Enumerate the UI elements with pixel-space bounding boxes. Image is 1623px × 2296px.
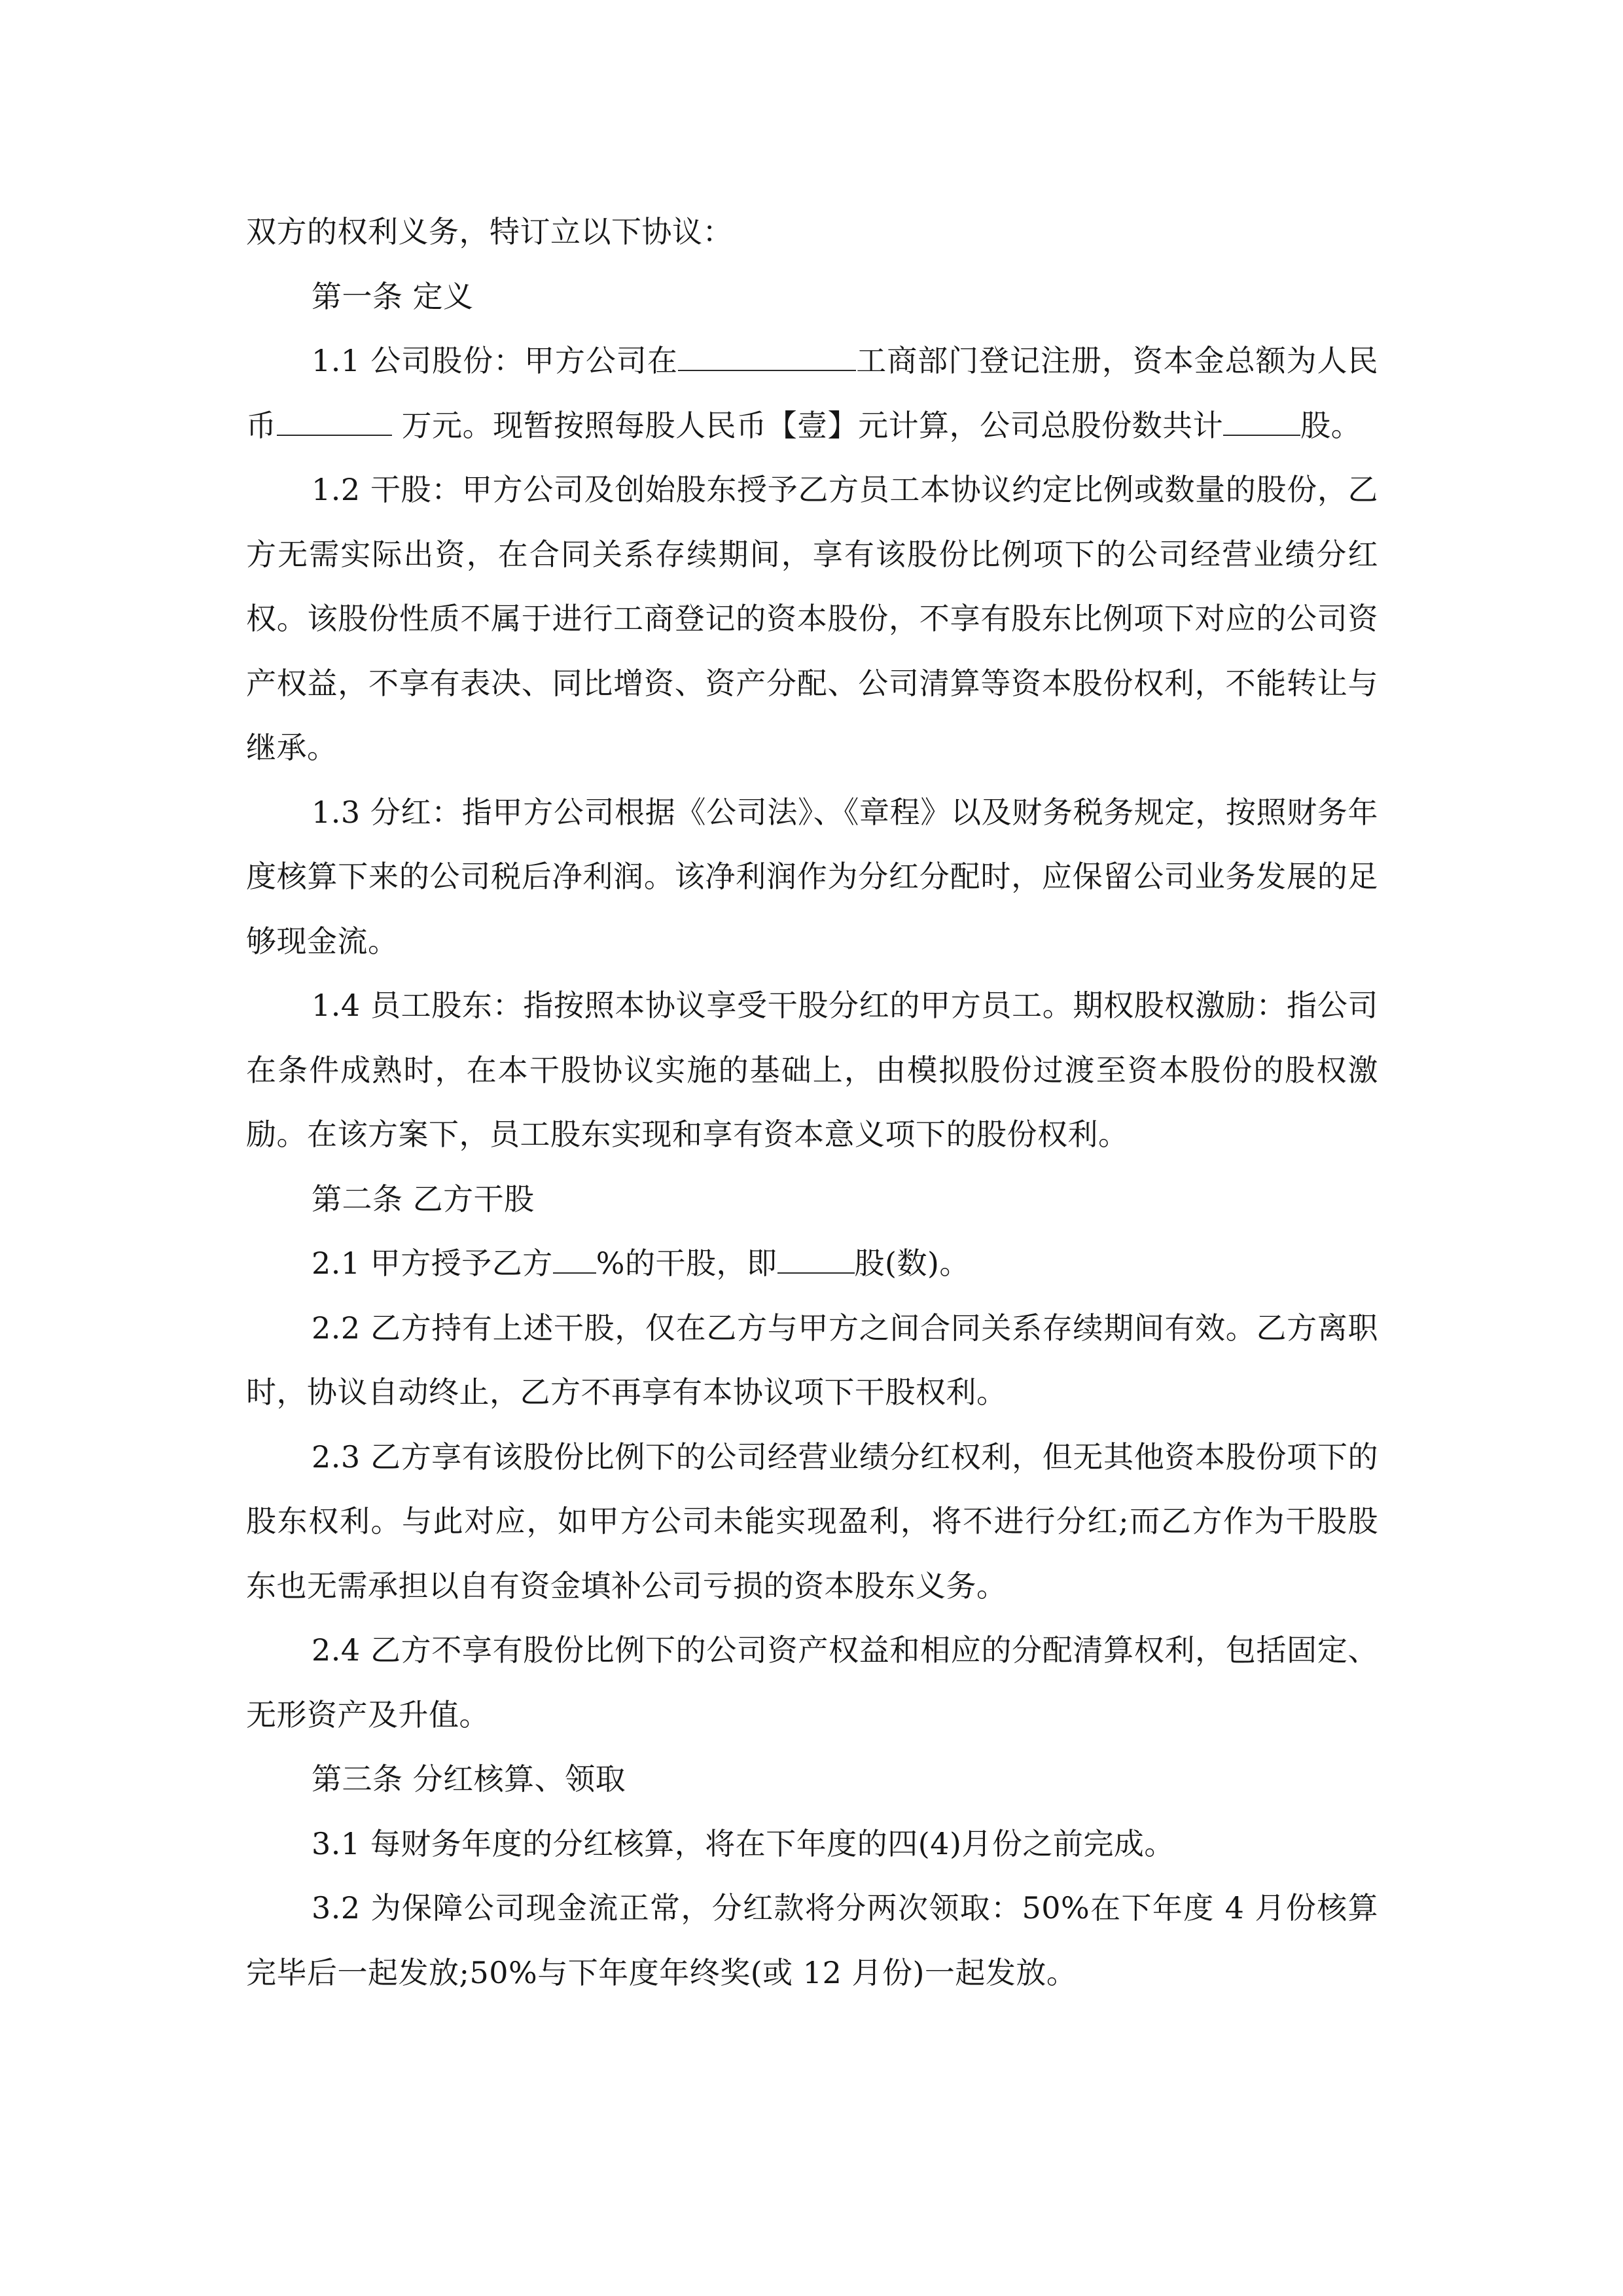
clause-1-1 [246, 329, 1378, 457]
clause-1-2: 1.2 干股：甲方公司及创始股东授予乙方员工本协议约定比例或数量的股份，乙方无需实际出资，在合同关系存续期间，享有该股份比例项下的公司经营业绩分红权。该股份性质不属于进行工商登记的资本股份，不享有股东比例项下对应的公司资产权益，不享有表决、同比增资、资产分配、公司清算等资本股份权利，不能转让与继承。 [246, 472, 1378, 765]
clause-1-1-text-d: 股。 [1300, 407, 1362, 443]
document-body [246, 200, 1378, 2005]
clause-3-1: 3.1 每财务年度的分红核算，将在下年度的四(4)月份之前完成。 [312, 1825, 1175, 1861]
article-2-heading: 第二条 乙方干股 [312, 1181, 535, 1217]
clause-2-1-text-b: %的干股，即 [596, 1246, 777, 1281]
clause-1-4: 1.4 员工股东：指按照本协议享受干股分红的甲方员工。期权股权激励：指公司在条件成熟时，在本干股协议实施的基础上，由模拟股份过渡至资本股份的股权激励。在该方案下，员工股东实现和享有资本意义项下的股份权利。 [246, 988, 1378, 1152]
clause-2-1-text-a: 2.1 甲方授予乙方 [312, 1246, 553, 1281]
clause-3-2: 3.2 为保障公司现金流正常，分红款将分两次领取：50%在下年度 4 月份核算完毕后一起发放;50%与下年度年终奖(或 12 月份)一起发放。 [246, 1890, 1378, 1990]
capital-amount-blank [277, 407, 392, 435]
clause-2-1 [246, 1231, 1378, 1296]
intro-paragraph: 双方的权利义务，特订立以下协议： [246, 214, 733, 249]
share-count-blank [777, 1246, 855, 1274]
article-3-heading: 第三条 分红核算、领取 [312, 1761, 626, 1797]
clause-2-3: 2.3 乙方享有该股份比例下的公司经营业绩分红权利，但无其他资本股份项下的股东权利。与此对应，如甲方公司未能实现盈利，将不进行分红;而乙方作为干股股东也无需承担以自有资金填补公司亏损的资本股东义务。 [246, 1439, 1378, 1604]
clause-1-1-text-c: 万元。现暂按照每股人民币【壹】元计算，公司总股份数共计 [391, 407, 1224, 443]
percentage-blank [553, 1246, 596, 1274]
article-1-heading: 第一条 定义 [312, 278, 474, 314]
clause-2-4: 2.4 乙方不享有股份比例下的公司资产权益和相应的分配清算权利，包括固定、无形资产及升值。 [246, 1632, 1378, 1732]
clause-1-1-text-b: 工商部门登记注册，资本金总额为人民币 [246, 343, 1379, 443]
clause-2-2: 2.2 乙方持有上述干股，仅在乙方与甲方之间合同关系存续期间有效。乙方离职时，协议自动终止，乙方不再享有本协议项下干股权利。 [246, 1310, 1378, 1410]
registration-place-blank [678, 343, 856, 371]
total-shares-blank [1223, 407, 1300, 435]
clause-1-3: 1.3 分红：指甲方公司根据《公司法》、《章程》以及财务税务规定，按照财务年度核算下来的公司税后净利润。该净利润作为分红分配时，应保留公司业务发展的足够现金流。 [246, 794, 1378, 959]
clause-1-1-text-a: 1.1 公司股份：甲方公司在 [312, 343, 678, 378]
clause-2-1-text-c: 股(数)。 [854, 1246, 970, 1281]
